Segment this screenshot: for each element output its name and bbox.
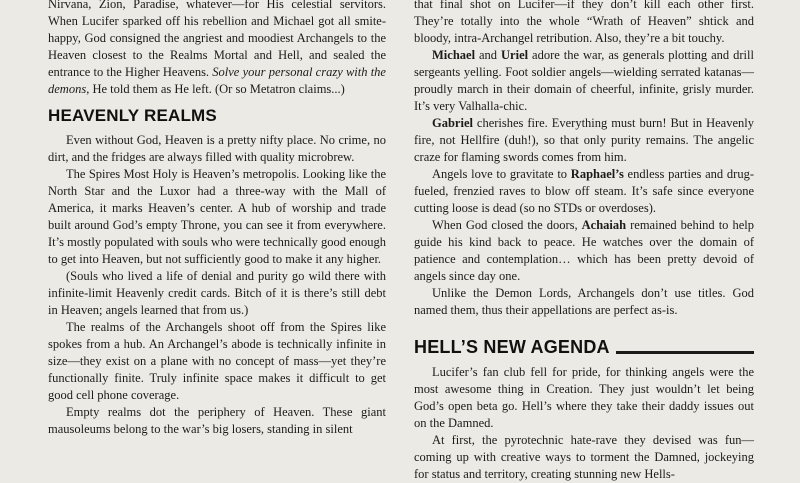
left-column: [48, 0, 386, 438]
paragraph: Michael and Uriel adore the war, as generals plotting and drill sergeants yelling. Foot soldier angels—wielding serrated katanas—proudly march in their domain of cheerful, infinite, grisly murder. It’s very Valhalla-chic.: [414, 48, 754, 113]
paragraph: Unlike the Demon Lords, Archangels don’t use titles. God named them, thus their appellations are perfect as-is.: [414, 286, 754, 317]
paragraph: Gabriel cherishes fire. Everything must burn! But in Heavenly fire, not Hellfire (duh!), so that only purity remains. The angelic craze for flaming swords comes from him.: [414, 116, 754, 164]
right-column: [414, 0, 754, 483]
paragraph: Even without God, Heaven is a pretty nifty place. No crime, no dirt, and the fridges are always filled with quality microbrew.: [48, 133, 386, 164]
section-heading-hells-new-agenda: HELL’S NEW AGENDA: [414, 337, 754, 358]
paragraph: The Spires Most Holy is Heaven’s metropolis. Looking like the North Star and the Luxor had a three-way with the Mall of America, it marks Heaven’s center. A hub of worship and trade built around God’s empty Throne, you can see it from everywhere. It’s mostly populated with souls who were technically good enough to get into Heaven, but not sufficiently good to make it any higher.: [48, 167, 386, 266]
paragraph: The realms of the Archangels shoot off from the Spires like spokes from a hub. An Archangel’s abode is technically infinite in size—they exist on a plane with no concept of mass—yet they’re functionally finite. Truly infinite space makes it difficult to get good cell phone coverage.: [48, 320, 386, 402]
name-achaiah: Achaiah: [581, 218, 627, 232]
name-raphael: Raphael’s: [570, 167, 624, 181]
paragraph: that final shot on Lucifer—if they don’t kill each other first. They’re totally into the whole “Wrath of Heaven” shtick and bloody, intra-Archangel retribution. Also, they’re a bit touchy.: [414, 0, 754, 45]
name-gabriel: Gabriel: [432, 116, 473, 130]
paragraph: Empty realms dot the periphery of Heaven. These giant mausoleums belong to the war’s big losers, standing in silent: [48, 405, 386, 436]
name-uriel: Uriel: [501, 48, 529, 62]
name-michael: Michael: [432, 48, 476, 62]
paragraph: (Souls who lived a life of denial and purity go wild there with infinite-limit Heavenly credit cards. Bitch of it is there’s still debt in Heaven; angels learned that from us.): [48, 269, 386, 317]
heading-rule: [616, 351, 754, 354]
paragraph: Lucifer’s fan club fell for pride, for thinking angels were the most awesome thing in Creation. They just wouldn’t let being God’s open beta go. Hell’s where they take their daddy issues out on the Damned.: [414, 365, 754, 430]
paragraph: When God closed the doors, Achaiah remained behind to help guide his kind back to peace. He watches over the domain of patience and contemplation… which has been pretty devoid of angels since day one.: [414, 218, 754, 283]
paragraph: Angels love to gravitate to Raphael’s endless parties and drug-fueled, frenzied raves to blow off steam. It’s safe since everyone cutting loose is dead (so no STDs or overdoses).: [414, 167, 754, 215]
paragraph: At first, the pyrotechnic hate-rave they devised was fun—coming up with creative ways to torment the Damned, jockeying for status and territory, creating stunning new Hells-: [414, 433, 754, 481]
emphasis-text: Solve your personal crazy with the demons,: [48, 65, 386, 96]
section-heading-heavenly-realms: HEAVENLY REALMS: [48, 106, 217, 125]
paragraph: Nirvana, Zion, Paradise, whatever—for His celestial servitors. When Lucifer sparked off his rebellion and Michael got all smite-happy, God consigned the angriest and moodiest Archangels to the Heaven closest to the Realms Mortal and Hell, and sealed the entrance to the Higher Heavens. Solve your personal crazy with the demons, He told them as He left. (Or so Metatron claims...): [48, 0, 386, 96]
